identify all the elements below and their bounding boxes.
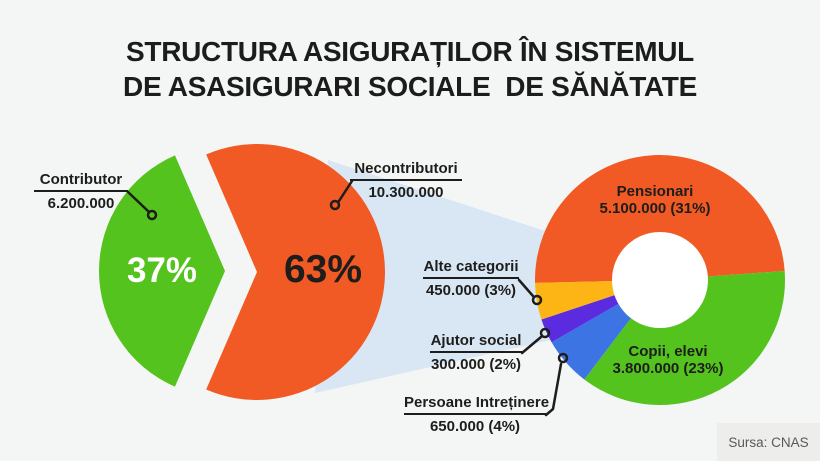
donut-label-pensionari-name: Pensionari (616, 183, 694, 200)
donut-label-copii-elevi (592, 344, 744, 377)
donut-label-copii-elevi-name: Copii, elevi (628, 343, 708, 360)
callout-persoane-intretinere-value: 650.000 (4%) (429, 418, 521, 436)
donut-label-copii-elevi-value: 3.800.000 (23%) (612, 359, 724, 377)
callout-contributor-value: 6.200.000 (47, 195, 115, 213)
source-text: Sursa: CNAS (728, 434, 809, 450)
pie-percent-contributor: 37% (126, 251, 198, 290)
callout-necontributori (350, 160, 462, 202)
callout-alte-categorii-value: 450.000 (3%) (425, 282, 517, 300)
callout-ajutor-social (430, 332, 522, 374)
callout-contributor-label: Contributor (34, 171, 128, 192)
pie-percent-necontributori: 63% (283, 248, 363, 291)
callout-ajutor-social-value: 300.000 (2%) (430, 356, 522, 374)
callout-contributor (34, 171, 128, 213)
source-box (717, 423, 820, 461)
callout-necontributori-label: Necontributori (350, 160, 462, 181)
callout-ajutor-social-label: Ajutor social (430, 332, 522, 353)
donut-label-pensionari (580, 184, 730, 217)
page-title-line2: DE ASASIGURARI SOCIALE DE SĂNĂTATE (123, 71, 697, 102)
callout-alte-categorii-label: Alte categorii (423, 258, 519, 279)
callout-alte-categorii (423, 258, 519, 300)
callout-necontributori-value: 10.300.000 (368, 184, 444, 202)
callout-persoane-intretinere-label: Persoane Intreținere (404, 394, 546, 415)
donut-hole (612, 232, 708, 328)
page-title-line1: STRUCTURA ASIGURAȚILOR ÎN SISTEMUL (126, 36, 694, 67)
callout-persoane-intretinere (404, 394, 550, 436)
donut-label-pensionari-value: 5.100.000 (31%) (599, 199, 711, 217)
